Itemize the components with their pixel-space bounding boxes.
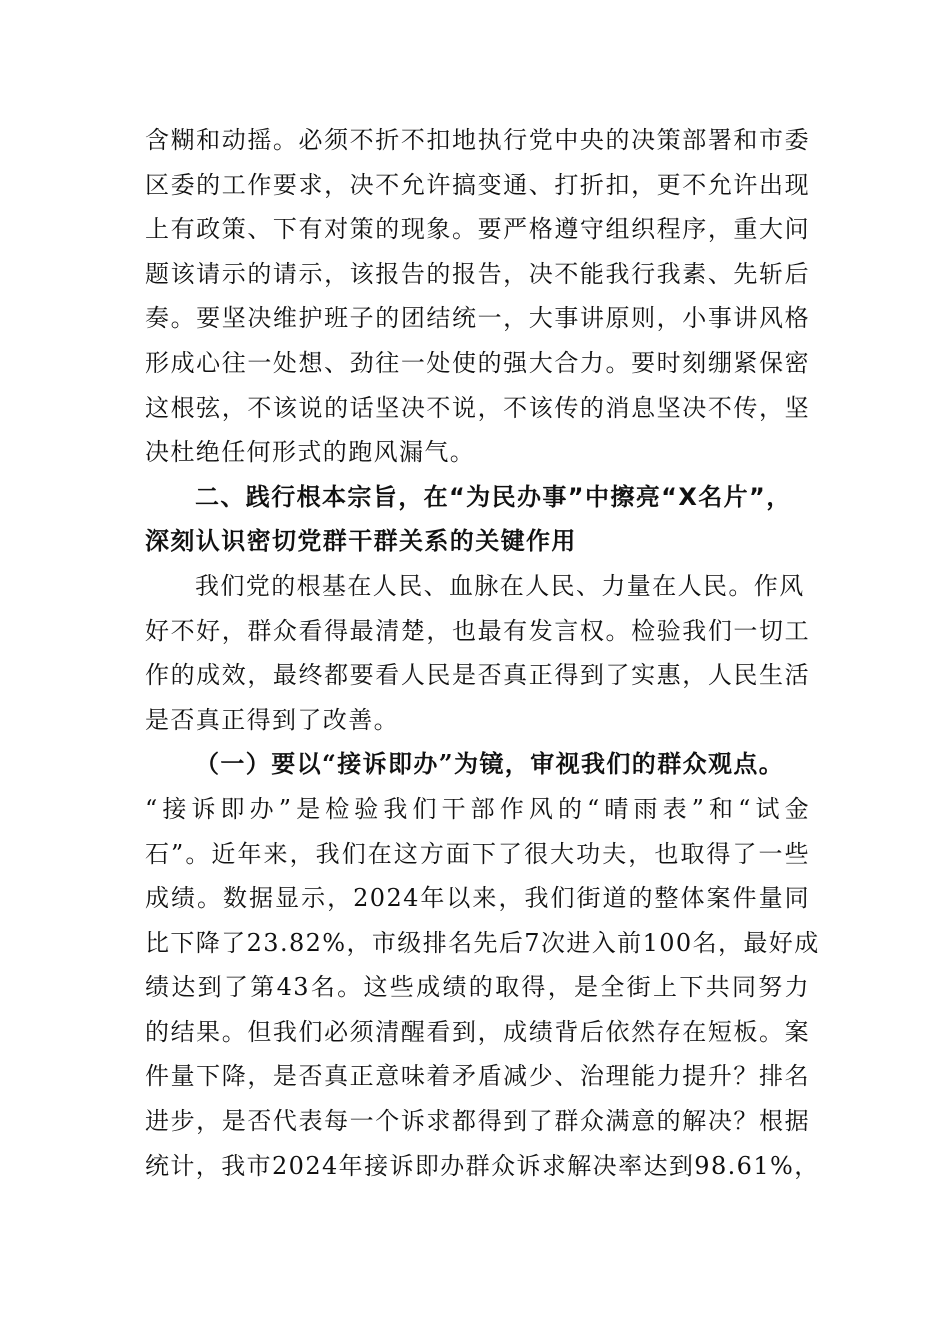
heading-line: 深刻认识密切党群干群关系的关键作用 [145, 527, 577, 556]
section-heading-two [145, 475, 810, 564]
text-line: 区委的工作要求，决不允许搞变通、打折扣，更不允许出现 [145, 170, 810, 199]
text-line: 作的成效，最终都要看人民是否真正得到了实惠，人民生活 [145, 661, 810, 690]
text-line: 的结果。但我们必须清醒看到，成绩背后依然存在短板。案 [145, 1017, 810, 1046]
text-line: 好不好，群众看得最清楚，也最有发言权。检验我们一切工 [145, 616, 810, 645]
heading-line: 二、践行根本宗旨，在“为民办事”中擦亮“X名片”， [195, 482, 792, 511]
text-line: 我们党的根基在人民、血脉在人民、力量在人民。作风 [195, 571, 805, 600]
text-line: 奏。要坚决维护班子的团结统一，大事讲原则，小事讲风格 [145, 304, 810, 333]
subheading-line: （一）要以“接诉即办”为镜，审视我们的群众观点。 [195, 749, 785, 779]
text-line: 件量下降，是否真正意味着矛盾减少、治理能力提升？排名 [145, 1062, 810, 1091]
text-line: 含糊和动摇。必须不折不扣地执行党中央的决策部署和市委 [145, 126, 810, 154]
text-line: 统计，我市2024年接诉即办群众诉求解决率达到98.61%， [145, 1151, 820, 1180]
text-line: 成绩。数据显示，2024年以来，我们街道的整体案件量同 [145, 884, 810, 913]
text-line: 上有政策、下有对策的现象。要严格遵守组织程序，重大问 [145, 215, 810, 244]
paragraph-complaint-handling [145, 742, 820, 1188]
text-line: 是否真正得到了改善。 [145, 705, 399, 734]
text-line: 形成心往一处想、劲往一处使的强大合力。要时刻绷紧保密 [145, 348, 810, 377]
paragraph-people-foundation [145, 564, 810, 742]
text-line: 决杜绝任何形式的跑风漏气。 [145, 438, 476, 467]
text-line: 题该请示的请示，该报告的报告，决不能我行我素、先斩后 [145, 259, 810, 288]
document-body [145, 118, 820, 1188]
text-line: 石”。近年来，我们在这方面下了很大功夫，也取得了一些 [145, 839, 810, 868]
text-line: 绩达到了第43名。这些成绩的取得，是全街上下共同努力 [145, 973, 810, 1002]
paragraph-duty-discipline [145, 118, 810, 475]
text-line: 进步，是否代表每一个诉求都得到了群众满意的解决？根据 [145, 1107, 810, 1136]
text-line: “接诉即办”是检验我们干部作风的“晴雨表”和“试金 [145, 794, 810, 823]
text-line: 这根弦，不该说的话坚决不说，不该传的消息坚决不传，坚 [145, 393, 810, 422]
text-line: 比下降了23.82%，市级排名先后7次进入前100名，最好成 [145, 928, 820, 957]
